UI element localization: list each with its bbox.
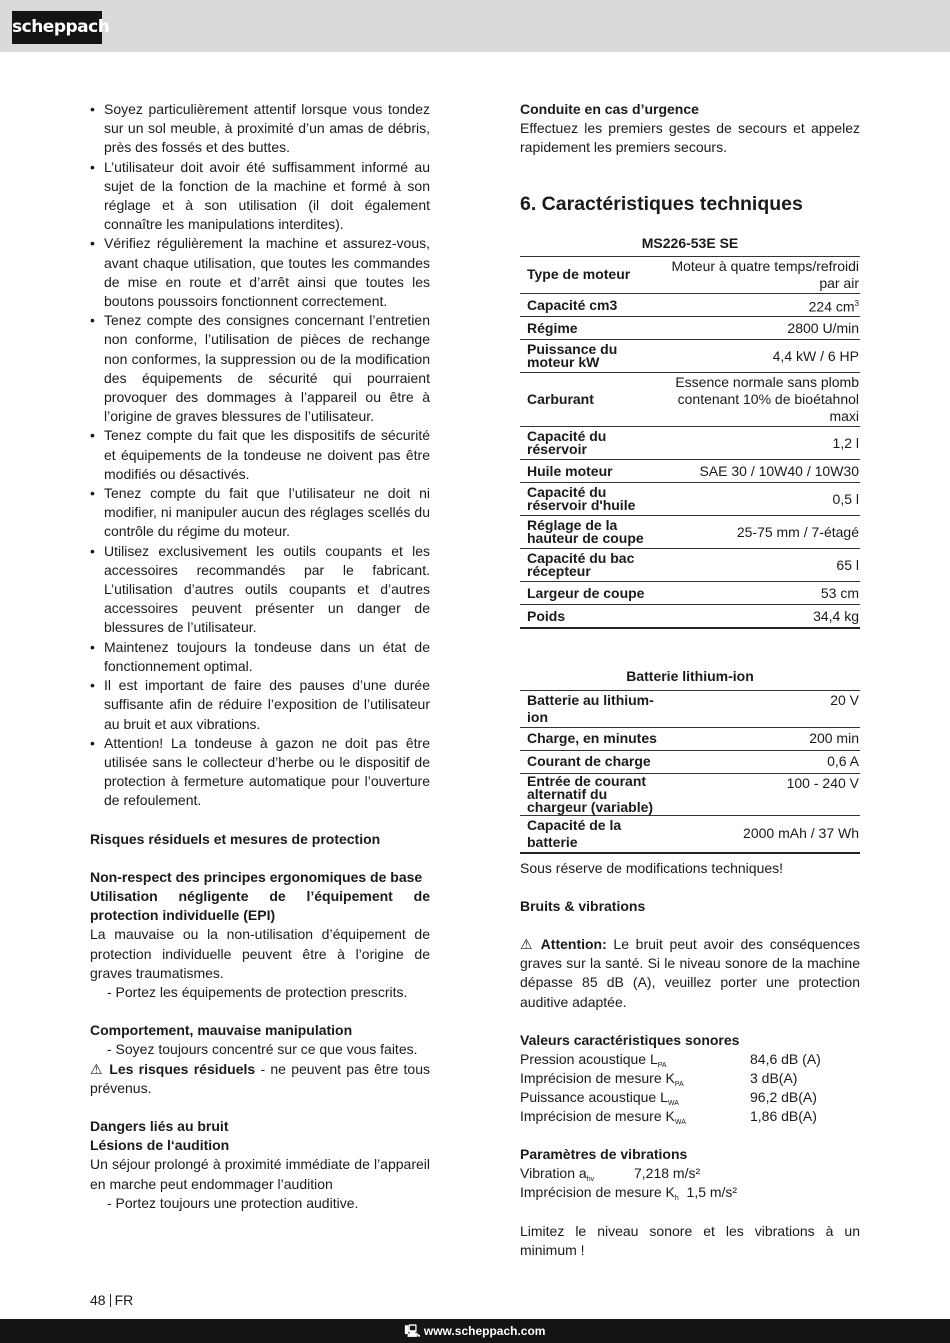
spec-label: Poids [527, 607, 566, 624]
ppe-action: - Portez les équipements de protection prescrits. [107, 983, 408, 1000]
list-item: • Soyez particulièrement attentif lorsque vous tondez sur un sol meuble, à proximité d’un amas de débris, près des fossés et des buttes. [90, 100, 430, 158]
emergency-heading: Conduite en cas d’urgence [520, 101, 699, 117]
behaviour-action: - Soyez toujours concentré sur ce que vous faites. [107, 1041, 418, 1058]
battery-label: Entrée de courant alternatif du chargeur (variable) [527, 772, 654, 815]
spec-label: Huile moteur [527, 462, 613, 479]
safety-bullet-list [90, 100, 430, 811]
noise-vibration-heading: Bruits & vibrations [520, 897, 646, 914]
spec-label: Capacité cm3 [527, 296, 618, 313]
spec-label: Type de moteur [527, 266, 631, 283]
ergonomics-heading: Non-respect des principes ergonomiques de base [90, 868, 423, 885]
table-row [520, 727, 860, 750]
residual-risk-note [90, 1060, 430, 1098]
limit-text: Limitez le niveau sonore et les vibrations à un minimum ! [520, 1222, 860, 1258]
battery-label: Batterie au lithium-ion [527, 691, 654, 725]
table-row [520, 483, 860, 516]
brand-logo: scheppach [12, 11, 102, 44]
table-row [520, 1088, 821, 1107]
table-row [520, 1069, 821, 1088]
divider [110, 1294, 111, 1307]
battery-label: Capacité de la batterie [527, 816, 622, 850]
vibration-table [520, 1164, 700, 1183]
table-row [520, 750, 860, 773]
table-row [520, 460, 860, 483]
battery-table [520, 661, 860, 853]
list-item: • Attention! La tondeuse à gazon ne doit pas être utilisée sans le collecteur d’herbe ou le dispositif de protection à fermeture automatique pour l’ouverture de refoulement. [90, 734, 430, 811]
spec-value: 65 l [836, 556, 859, 573]
page-number: 48 [90, 1292, 106, 1308]
label-text: Imprécision de mesure K [520, 1070, 675, 1087]
table-row [520, 605, 860, 629]
table-row [520, 516, 860, 549]
spec-value: Moteur à quatre temps/refroidi par air [671, 257, 859, 291]
spec-label: Régime [527, 319, 578, 336]
battery-value: 0,6 A [827, 753, 859, 770]
reserve-note: Sous réserve de modifications techniques! [520, 859, 784, 876]
label-text: Imprécision de mesure K [520, 1108, 675, 1125]
list-item: • Tenez compte des consignes concernant l’entretien non conforme, l’utilisation de pièces de rechange non conformes, la suppression ou de la modification des équipements de sécurité qui pourraient provoquer des dommages à l’appareil ou être à l’origine de graves blessures de l’utilisateur. [90, 311, 430, 426]
spec-value: 25-75 mm / 7-étagé [736, 523, 859, 540]
spec-table-caption: MS226-53E SE [641, 234, 739, 251]
value-text: 96,2 dB(A) [750, 1089, 817, 1106]
ppe-text: La mauvaise ou la non-utilisation d’équipement de protection individuelle peuvent être à l’origine de graves traumatismes. [90, 926, 430, 981]
table-row [520, 317, 860, 340]
spec-value [657, 293, 860, 317]
value-text: 1,86 dB(A) [750, 1108, 817, 1125]
table-row [520, 373, 860, 427]
emergency-text: Effectuez les premiers gestes de secours et appelez rapidement les premiers secours. [520, 120, 860, 156]
noise-danger-heading: Dangers liés au bruit [90, 1117, 229, 1134]
value-text: 7,218 m/s² [634, 1165, 701, 1182]
list-item: • Tenez compte du fait que l’utilisateur ne doit ni modifier, ni manipuler aucun des réglages scellés du contrôle du régime du moteur. [90, 484, 430, 542]
warning-icon: ⚠ [90, 1060, 103, 1077]
spec-value: 0,5 l [832, 490, 859, 507]
list-item: • Tenez compte du fait que les dispositifs de sécurité et équipements de la tondeuse ne doivent pas être modifiés ou désactivés. [90, 426, 430, 484]
label-subscript: WA [674, 1119, 686, 1127]
label-text: Pression acoustique L [520, 1051, 658, 1068]
capacity-value: 224 cm [808, 298, 855, 315]
spec-label: Carburant [527, 391, 594, 408]
spec-label: Largeur de coupe [527, 584, 645, 601]
sound-values-heading: Valeurs caractéristiques sonores [520, 1031, 740, 1048]
battery-table-caption: Batterie lithium-ion [626, 668, 754, 685]
footer-bar [0, 1319, 950, 1343]
label-subscript: h [674, 1195, 679, 1203]
website-link[interactable]: www.scheppach.com [423, 1324, 546, 1338]
page-footer [90, 1292, 133, 1308]
list-item: • Il est important de faire des pauses d’une durée suffisante afin de réduire l’exposition de l’utilisateur au bruit et aux vibrations. [90, 676, 430, 734]
table-row [520, 293, 860, 317]
battery-value: 20 V [830, 691, 859, 708]
spec-label: Capacité du réservoir d'huile [527, 484, 636, 514]
battery-value: 100 - 240 V [786, 774, 859, 791]
spec-label: Réglage de la hauteur de coupe [527, 517, 644, 547]
spec-value: Essence normale sans plomb contenant 10% de bioétahnol maxi [675, 374, 859, 425]
label-text: Vibration a [520, 1165, 587, 1182]
spec-value: SAE 30 / 10W40 / 10W30 [699, 462, 859, 479]
table-row [520, 773, 860, 815]
spec-label: Puissance du moteur kW [527, 341, 618, 371]
spec-value: 1,2 l [832, 434, 859, 451]
label-subscript: PA [657, 1062, 667, 1070]
table-row [520, 690, 860, 727]
computer-icon: 🖳 [404, 1324, 421, 1338]
value-label [520, 1069, 750, 1088]
label-subscript: WA [667, 1100, 679, 1108]
section-title: 6. Caractéristiques techniques [520, 192, 803, 215]
warning-icon: ⚠ [520, 936, 533, 953]
table-row [520, 256, 860, 293]
list-item: • Maintenez toujours la tondeuse dans un état de fonctionnement optimal. [90, 638, 430, 676]
attention-label: Attention: [540, 936, 607, 953]
list-item: • Vérifiez régulièrement la machine et assurez-vous, avant chaque utilisation, que toutes les commandes de mise en route et d’arrêt ainsi que toutes les boutons poussoirs fonctionnent correctement. [90, 234, 430, 311]
battery-value: 2000 mAh / 37 Wh [743, 825, 859, 842]
value-label [520, 1164, 634, 1183]
vibration-uncertainty [520, 1183, 860, 1202]
behaviour-heading: Comportement, mauvaise manipulation [90, 1022, 353, 1039]
table-row [520, 427, 860, 460]
residual-risk-text: - ne peuvent pas être tous prévenus. [90, 1060, 430, 1096]
table-row [520, 1164, 700, 1183]
left-column [90, 100, 430, 1213]
battery-label: Courant de charge [527, 753, 651, 770]
table-row [520, 815, 860, 853]
table-row [520, 340, 860, 373]
table-row [520, 549, 860, 582]
value-text: 84,6 dB (A) [750, 1051, 821, 1068]
label-subscript: PA [674, 1081, 684, 1089]
ppe-heading: Utilisation négligente de l’équipement de protection individuelle (EPI) [90, 887, 430, 924]
table-row [520, 582, 860, 605]
battery-label: Charge, en minutes [527, 730, 657, 747]
table-row [520, 1107, 821, 1126]
vibration-heading: Paramètres de vibrations [520, 1146, 688, 1163]
label-subscript: hv [586, 1176, 595, 1184]
hearing-heading: Lésions de l‘audition [90, 1137, 230, 1154]
spec-label: Capacité du réservoir [527, 428, 607, 458]
spec-value: 34,4 kg [813, 607, 859, 624]
header-bar [0, 0, 950, 52]
attention-text: Le bruit peut avoir des conséquences graves sur la santé. Si le niveau sonore de la machine dépasse 85 dB (A), veuillez porter une protection auditive adaptée. [520, 936, 860, 1010]
hearing-action: - Portez toujours une protection auditive. [107, 1194, 359, 1211]
value-text: 3 dB(A) [750, 1070, 798, 1087]
hearing-text: Un séjour prolongé à proximité immédiate de l’appareil en marche peut endommager l’audition [90, 1156, 430, 1192]
value-label [520, 1088, 750, 1107]
spec-value: 53 cm [820, 584, 859, 601]
spec-value: 4,4 kW / 6 HP [772, 347, 859, 364]
residual-risks-heading: Risques résiduels et mesures de protection [90, 830, 381, 847]
spec-value: 2800 U/min [787, 319, 859, 336]
label-text: Imprécision de mesure K [520, 1184, 675, 1201]
spec-label: Capacité du bac récepteur [527, 550, 635, 580]
list-item: • Utilisez exclusivement les outils coupants et les accessoires recommandés par le fabricant. L’utilisation d’autres outils coupants et d’autres accessoires peuvent présenter un danger de blessures de l’utilisateur. [90, 542, 430, 638]
value-label [520, 1050, 750, 1069]
right-column [520, 100, 860, 1260]
battery-value: 200 min [809, 730, 859, 747]
list-item: • L’utilisateur doit avoir été suffisamment informé au sujet de la fonction de la machine et formé à son réglage et à son utilisation (il doit également connaître les manipulations interdites). [90, 158, 430, 235]
attention-paragraph [520, 935, 860, 1012]
value-label [520, 1107, 750, 1126]
table-row [520, 1050, 821, 1069]
label-text: Puissance acoustique L [520, 1089, 668, 1106]
spec-table [520, 228, 860, 630]
language-code: FR [114, 1292, 134, 1308]
sound-values-table [520, 1050, 821, 1126]
cm3-superscript: 3 [854, 298, 859, 308]
residual-risk-label: Les risques résiduels [109, 1060, 256, 1077]
value-text: 1,5 m/s² [686, 1184, 738, 1201]
